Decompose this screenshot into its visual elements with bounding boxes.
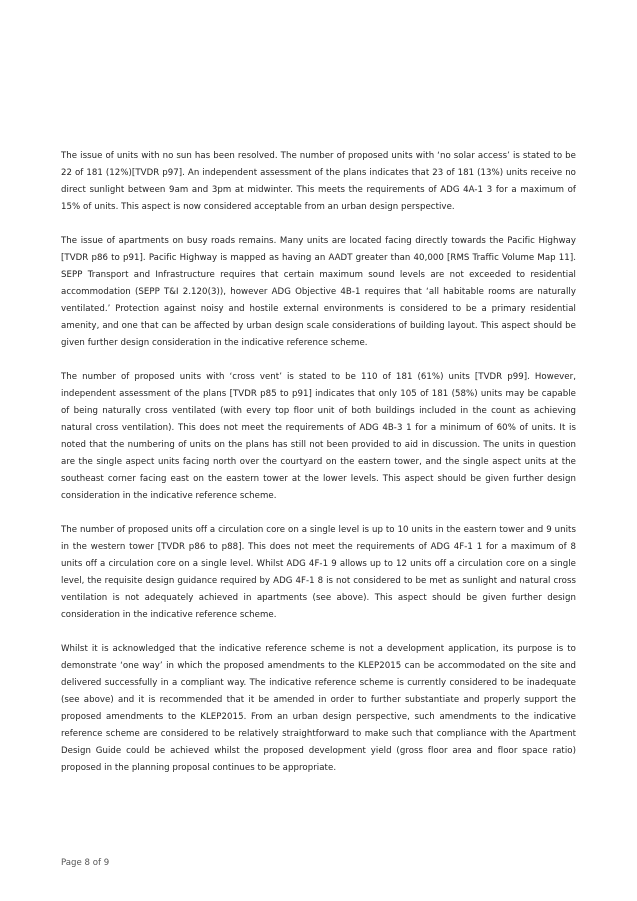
body-text (61, 148, 576, 794)
paragraph-cross-ventilation: The number of proposed units with ‘cross vent’ is stated to be 110 of 181 (61%) units [TVDR p99]. However, independent assessment of the plans [TVDR p85 to p91] indicates that only 105 of 181 (58%) units may be capable of being naturally cross ventilated (with every top floor unit of both buildings included in the count as achieving natural cross ventilation). This does not meet the requirements of ADG 4B-3 1 for a minimum of 60% of units. It is noted that the numbering of units on the plans has still not been provided to aid in discussion. The units in question are the single aspect units facing north over the courtyard on the eastern tower, and the single aspect units at the southeast corner facing east on the eastern tower at the lower levels. This aspect should be given further design consideration in the indicative reference scheme. (61, 372, 576, 501)
paragraph-circulation-core: The number of proposed units off a circulation core on a single level is up to 10 units in the eastern tower and 9 units in the western tower [TVDR p86 to p88]. This does not meet the requirements of ADG 4F-1 1 for a maximum of 8 units off a circulation core on a single level. Whilst ADG 4F-1 9 allows up to 12 units off a circulation core on a single level, the requisite design guidance required by ADG 4F-1 8 is not considered to be met as sunlight and natural cross ventilation is not adequately achieved in apartments (see above). This aspect should be given further design consideration in the indicative reference scheme. (61, 525, 576, 620)
page-number: Page 8 of 9 (61, 858, 110, 868)
paragraph-reference-scheme: Whilst it is acknowledged that the indicative reference scheme is not a development application, its purpose is to demonstrate ‘one way’ in which the proposed amendments to the KLEP2015 can be accommodated on the site and delivered successfully in a compliant way. The indicative reference scheme is currently considered to be inadequate (see above) and it is recommended that it be amended in order to further substantiate and properly support the proposed amendments to the KLEP2015. From an urban design perspective, such amendments to the indicative reference scheme are considered to be relatively straightforward to make such that compliance with the Apartment Design Guide could be achieved whilst the proposed development yield (gross floor area and floor space ratio) proposed in the planning proposal continues to be appropriate. (61, 644, 576, 773)
paragraph-busy-roads: The issue of apartments on busy roads remains. Many units are located facing directly towards the Pacific Highway [TVDR p86 to p91]. Pacific Highway is mapped as having an AADT greater than 40,000 [RMS Traffic Volume Map 11]. SEPP Transport and Infrastructure requires that certain maximum sound levels are not exceeded to residential accommodation (SEPP T&I 2.120(3)), however ADG Objective 4B-1 requires that ‘all habitable rooms are naturally ventilated.’ Protection against noisy and hostile external environments is considered to be a primary residential amenity, and one that can be affected by urban design scale considerations of building layout. This aspect should be given further design consideration in the indicative reference scheme. (61, 236, 576, 348)
paragraph-solar-access: The issue of units with no sun has been resolved. The number of proposed units with ‘no solar access’ is stated to be 22 of 181 (12%)[TVDR p97]. An independent assessment of the plans indicates that 23 of 181 (13%) units receive no direct sunlight between 9am and 3pm at midwinter. This meets the requirements of ADG 4A-1 3 for a maximum of 15% of units. This aspect is now considered acceptable from an urban design perspective. (61, 151, 576, 212)
